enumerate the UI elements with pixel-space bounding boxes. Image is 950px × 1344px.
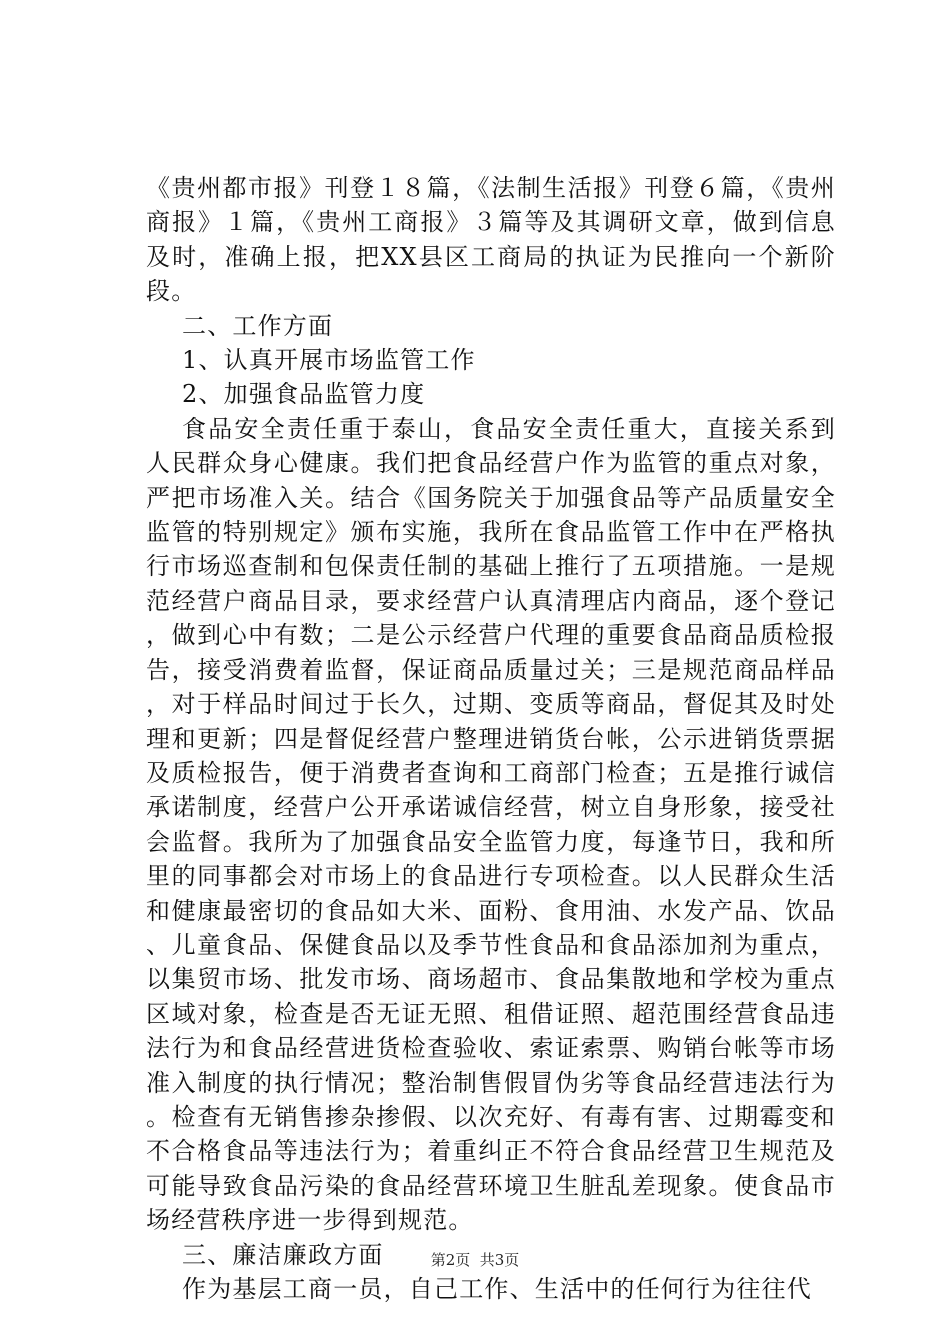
subheading-food-supervision: 2、加强食品监管力度 xyxy=(182,380,426,409)
page-footer xyxy=(0,1250,950,1270)
paragraph-continuation: 《贵州都市报》刊登１８篇，《法制生活报》刊登６篇，《贵州商报》１篇，《贵州工商报》３篇等及其调研文章，做到信息及时，准确上报，把XX县区工商局的执证为民推向一个新阶段。 xyxy=(146,174,836,306)
paragraph-integrity-start: 作为基层工商一员，自己工作、生活中的任何行为往往代 xyxy=(182,1275,812,1303)
section-heading-work: 二、工作方面 xyxy=(182,311,334,340)
paragraph-food-safety: 食品安全责任重于泰山，食品安全责任重大，直接关系到人民群众身心健康。我们把食品经营户作为监管的重点对象，严把市场准入关。结合《国务院关于加强食品等产品质量安全监管的特别规定》颁布实施，我所在食品监管工作中在严格执行市场巡查制和包保责任制的基础上推行了五项措施。一是规范经营户商品目录，要求经营户认真清理店内商品，逐个登记，做到心中有数；二是公示经营户代理的重要食品商品质检报告，接受消费着监督，保证商品质量过关；三是规范商品样品，对于样品时间过于长久，过期、变质等商品，督促其及时处理和更新；四是督促经营户整理进销货台帐，公示进销货票据及质检报告，便于消费者查询和工商部门检查；五是推行诚信承诺制度，经营户公开承诺诚信经营，树立自身形象，接受社会监督。我所为了加强食品安全监管力度，每逢节日，我和所里的同事都会对市场上的食品进行专项检查。以人民群众生活和健康最密切的食品如大米、面粉、食用油、水发产品、饮品、儿童食品、保健食品以及季节性食品和食品添加剂为重点，以集贸市场、批发市场、商场超市、食品集散地和学校为重点区域对象，检查是否无证无照、租借证照、超范围经营食品违法行为和食品经营进货检查验收、索证索票、购销台帐等市场准入制度的执行情况；整治制售假冒伪劣等食品经营违法行为。检查有无销售掺杂掺假、以次充好、有毒有害、过期霉变和不合格食品等违法行为；着重纠正不符合食品经营卫生规范及可能导致食品污染的食品经营环境卫生脏乱差现象。使食品市场经营秩序进一步得到规范。 xyxy=(146,414,836,1235)
subheading-market-supervision: 1、认真开展市场监管工作 xyxy=(182,346,476,375)
section-heading-integrity: 三、廉洁廉政方面 xyxy=(182,1240,384,1269)
page-number-label: 第2页 共3页 xyxy=(430,1251,520,1269)
document-body xyxy=(146,171,836,1306)
